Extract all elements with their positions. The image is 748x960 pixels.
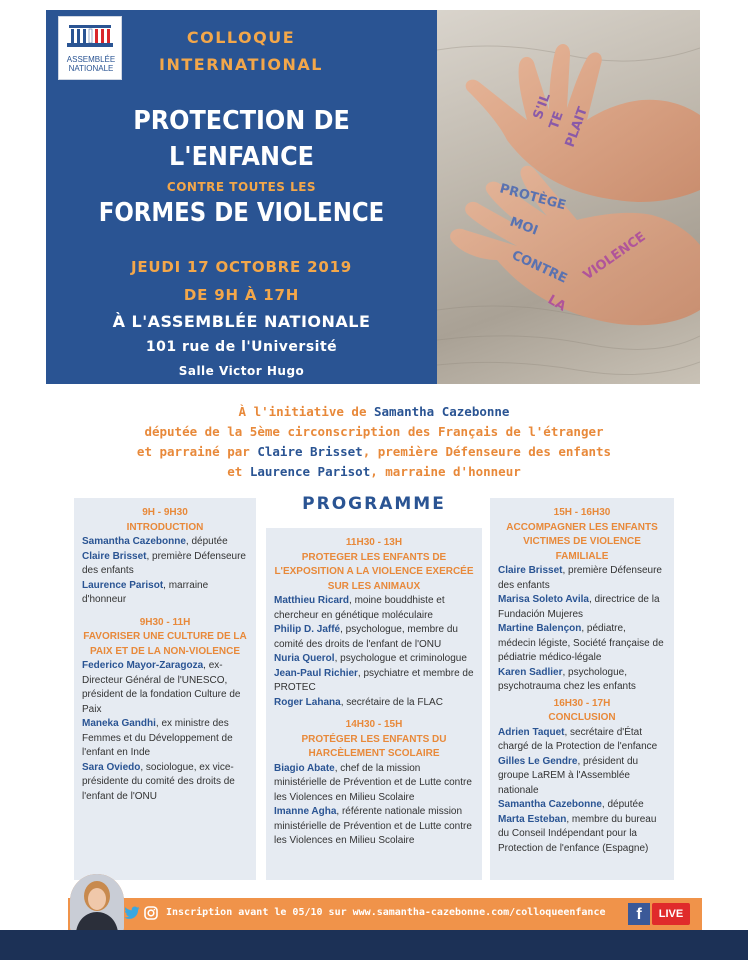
live-badge[interactable]: LIVE (652, 903, 690, 925)
photo-word-2: TE (546, 109, 567, 132)
speaker: Martine Balençon, pédiatre, médecin légiste, Société française de pédiatrie médico-légale (498, 623, 664, 663)
event-venue: À L'ASSEMBLÉE NATIONALE (112, 312, 371, 331)
session-time: 11H30 - 13H (345, 537, 403, 548)
intro-name-cazebonne: Samantha Cazebonne (374, 404, 510, 419)
speaker: Sara Oviedo, sociologue, ex vice-présidente du comité des droits de l'enfant de l'ONU (82, 761, 235, 802)
programme-column-middle (266, 528, 482, 880)
intro-name-brisset: Claire Brisset (257, 444, 363, 459)
speaker: Adrien Taquet, secrétaire d'État chargé de la Protection de l'enfance (498, 726, 658, 752)
instagram-icon[interactable] (144, 906, 158, 920)
bottom-bar (0, 930, 748, 960)
speaker: Matthieu Ricard, moine bouddhiste et chercheur en génétique moléculaire (274, 595, 445, 621)
speaker: Claire Brisset, première Défenseure des enfants (498, 565, 662, 591)
photo-word-6: CONTRE (509, 248, 570, 287)
speaker: Samantha Cazebonne, députée (82, 536, 228, 547)
speaker: Philip D. Jaffé, psychologue, membre du comité des droits de l'enfant de l'ONU (274, 624, 458, 650)
title-panel (46, 10, 437, 384)
event-room: Salle Victor Hugo (178, 364, 305, 378)
speaker: Nuria Querol, psychologue et criminologue (274, 653, 467, 664)
session-time: 16H30 - 17H (553, 697, 611, 709)
event-hours: DE 9H À 17H (183, 286, 300, 304)
speaker: Federico Mayor-Zaragoza, ex-Directeur Général de l'UNESCO, président de la fondation Culture de Paix (82, 660, 241, 715)
title-line-1: PROTECTION DE (133, 106, 350, 136)
title-line-4: FORMES DE VIOLENCE (98, 198, 385, 228)
speaker: Maneka Gandhi, ex ministre des Femmes et du Développement de l'enfant en Inde (82, 718, 233, 758)
speaker: Gilles Le Gendre, président du groupe LaREM à l'Assemblée nationale (498, 755, 639, 796)
session-title: FAVORISER UNE CULTURE DE LA PAIX ET DE LA NON-VIOLENCE (83, 631, 247, 657)
registration-footer (68, 898, 702, 930)
twitter-bird-icon[interactable] (124, 906, 140, 920)
title-line-2: L'ENFANCE (169, 142, 314, 172)
session-title: CONCLUSION (548, 712, 616, 723)
speaker: Imanne Agha, référente nationale mission ministérielle de Prévention et de Lutte contre les Violences en Milieu Scolaire (274, 806, 472, 846)
session-time: 15H - 16H30 (553, 507, 611, 518)
facebook-icon[interactable]: f (628, 903, 650, 925)
hands-illustration (437, 10, 700, 384)
hands-photo (437, 10, 700, 384)
photo-word-7: LA (545, 292, 569, 315)
kicker-line-1: COLLOQUE (186, 28, 296, 47)
intro-line-4a: et (227, 464, 250, 479)
speaker: Marisa Soleto Avila, directrice de la Fundación Mujeres (498, 594, 660, 620)
avatar (70, 874, 124, 932)
intro-line-3b: , première Défenseure des enfants (362, 444, 612, 459)
programme-column-right (490, 498, 674, 880)
speaker: Claire Brisset, première Défenseure des enfants (82, 550, 246, 576)
photo-word-5: MOI (507, 214, 540, 239)
photo-word-8: VIOLENCE (580, 229, 649, 284)
intro-line-1a: À l'initiative de (238, 404, 374, 419)
banner (46, 10, 700, 384)
speaker: Jean-Paul Richier, psychiatre et membre de PROTEC (274, 667, 474, 693)
session-time: 14H30 - 15H (345, 719, 403, 730)
programme-column-left (74, 498, 256, 880)
session-title: PROTÉGER LES ENFANTS DU HARCÈLEMENT SCOLAIRE (301, 733, 447, 759)
speaker: Marta Esteban, membre du bureau du Conseil Indépendant pour la Protection de l'enfance (Espagne) (498, 813, 657, 854)
kicker-line-2: INTERNATIONAL (159, 55, 323, 74)
initiative-text (0, 402, 748, 482)
title-line-3: CONTRE TOUTES LES (166, 180, 317, 194)
event-address: 101 rue de l'Université (145, 339, 338, 355)
session-title: INTRODUCTION (126, 521, 204, 533)
session-title: ACCOMPAGNER LES ENFANTS VICTIMES DE VIOLENCE FAMILIALE (506, 521, 658, 562)
intro-line-2: députée de la 5ème circonscription des Français de l'étranger (144, 424, 604, 439)
intro-name-parisot: Laurence Parisot (249, 464, 371, 479)
session-title: PROTEGER LES ENFANTS DE L'EXPOSITION A LA VIOLENCE EXERCÉE SUR LES ANIMAUX (274, 551, 474, 592)
session-time: 9H30 - 11H (139, 616, 191, 628)
registration-link[interactable]: Inscription avant le 05/10 sur www.samantha-cazebonne.com/colloqueenfance (166, 907, 606, 918)
photo-word-1: S'IL (530, 91, 554, 122)
speaker: Laurence Parisot, marraine d'honneur (82, 579, 209, 605)
intro-line-4b: , marraine d'honneur (370, 464, 521, 479)
speaker: Karen Sadlier, psychologue, psychotrauma chez les enfants (498, 666, 636, 692)
photo-word-4: PROTÈGE (497, 181, 568, 214)
logo-text-line-1: ASSEMBLÉE (66, 55, 116, 64)
photo-word-3: PLAIT (562, 105, 591, 150)
event-date: JEUDI 17 OCTOBRE 2019 (130, 258, 353, 276)
speaker: Samantha Cazebonne, députée (498, 799, 644, 810)
speaker: Roger Lahana, secrétaire de la FLAC (274, 696, 443, 708)
intro-line-3a: et parrainé par (136, 444, 258, 459)
speaker: Biagio Abate, chef de la mission ministérielle de Prévention et de Lutte contre les Violences en Milieu Scolaire (274, 762, 472, 803)
programme-title: PROGRAMME (302, 494, 446, 514)
logo-text-line-2: NATIONALE (68, 64, 114, 73)
session-time: 9H - 9H30 (142, 507, 188, 518)
